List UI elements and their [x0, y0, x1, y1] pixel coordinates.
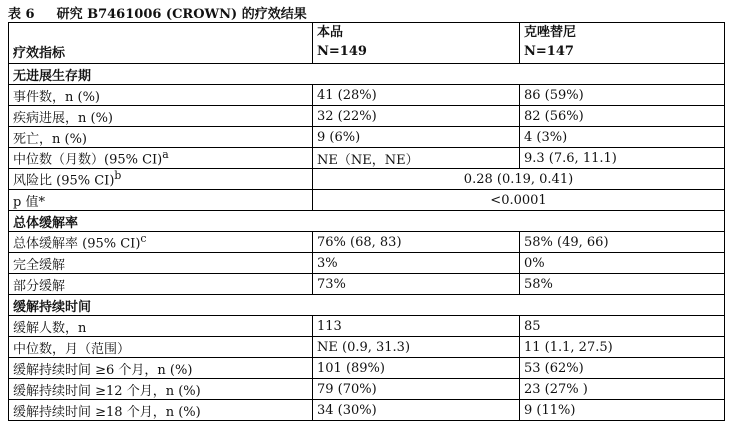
table-number: 表 6 [8, 7, 35, 22]
row-value-col1: 113 [313, 316, 520, 337]
header-col2 [520, 23, 725, 64]
header-col1-name: 本品 [317, 25, 344, 40]
section-orr: 总体缓解率 [9, 211, 725, 232]
row-value-col2: 0% [520, 253, 725, 274]
row-value-col2: 9 (11%) [520, 400, 725, 421]
table-row [9, 106, 725, 127]
table-row [9, 274, 725, 295]
row-value-merged: <0.0001 [313, 190, 725, 211]
row-value-col1: 73% [313, 274, 520, 295]
row-value-col1: 101 (89%) [313, 358, 520, 379]
table-row [9, 190, 725, 211]
row-label: 事件数，n (%) [9, 85, 313, 106]
section-row [9, 295, 725, 316]
table-row [9, 253, 725, 274]
table-row [9, 232, 725, 253]
footnote-marker: b [114, 169, 122, 183]
table-title: 研究 B7461006 (CROWN) 的疗效结果 [56, 7, 307, 22]
row-value-col1: NE (0.9, 31.3) [313, 337, 520, 358]
row-value-col1: 32 (22%) [313, 106, 520, 127]
table-row [9, 169, 725, 190]
row-label-text: 中位数（月数）(95% CI) [13, 152, 163, 168]
row-label: 缓解人数，n [9, 316, 313, 337]
row-value-col1: 41 (28%) [313, 85, 520, 106]
row-value-col2: 53 (62%) [520, 358, 725, 379]
row-value-col2: 58% [520, 274, 725, 295]
table-caption [8, 3, 329, 22]
row-label-text: 风险比 (95% CI) [13, 173, 115, 189]
footnote-marker: a [162, 148, 169, 162]
row-label: 部分缓解 [9, 274, 313, 295]
footnote-marker: c [140, 232, 147, 246]
row-value-col1: 76% (68, 83) [313, 232, 520, 253]
row-value-col2: 11 (1.1, 27.5) [520, 337, 725, 358]
row-label [9, 232, 313, 253]
row-value-col1: 3% [313, 253, 520, 274]
row-value-col2: 85 [520, 316, 725, 337]
row-label: 缓解持续时间 ≥18 个月，n (%) [9, 400, 313, 421]
row-label: 完全缓解 [9, 253, 313, 274]
row-label [9, 169, 313, 190]
row-value-col1: NE（NE，NE） [313, 148, 520, 169]
row-value-col2: 82 (56%) [520, 106, 725, 127]
header-row [9, 23, 725, 64]
row-label: 缓解持续时间 ≥12 个月，n (%) [9, 379, 313, 400]
row-value-col1: 34 (30%) [313, 400, 520, 421]
table-row [9, 400, 725, 421]
header-col2-name: 克唑替尼 [524, 25, 577, 40]
row-label-text: 总体缓解率 (95% CI) [13, 236, 141, 252]
row-label: p 值* [9, 190, 313, 211]
header-col1 [313, 23, 520, 64]
section-dor: 缓解持续时间 [9, 295, 725, 316]
row-label: 中位数，月（范围） [9, 337, 313, 358]
row-value-col1: 9 (6%) [313, 127, 520, 148]
header-col2-n: N=147 [524, 44, 574, 59]
table-row [9, 127, 725, 148]
row-value-merged: 0.28 (0.19, 0.41) [313, 169, 725, 190]
header-col1-n: N=149 [317, 44, 367, 59]
table-row [9, 85, 725, 106]
section-row [9, 211, 725, 232]
header-indicator: 疗效指标 [9, 23, 313, 64]
table-row [9, 148, 725, 169]
row-label [9, 148, 313, 169]
row-label: 缓解持续时间 ≥6 个月，n (%) [9, 358, 313, 379]
table-row [9, 358, 725, 379]
table-row [9, 379, 725, 400]
row-value-col2: 4 (3%) [520, 127, 725, 148]
row-value-col2: 23 (27% ) [520, 379, 725, 400]
table-row [9, 316, 725, 337]
efficacy-table [8, 22, 725, 421]
section-row [9, 64, 725, 85]
table-row [9, 337, 725, 358]
row-value-col2: 86 (59%) [520, 85, 725, 106]
row-value-col1: 79 (70%) [313, 379, 520, 400]
row-label: 疾病进展，n (%) [9, 106, 313, 127]
row-label: 死亡，n (%) [9, 127, 313, 148]
section-pfs: 无进展生存期 [9, 64, 725, 85]
row-value-col2: 58% (49, 66) [520, 232, 725, 253]
row-value-col2: 9.3 (7.6, 11.1) [520, 148, 725, 169]
